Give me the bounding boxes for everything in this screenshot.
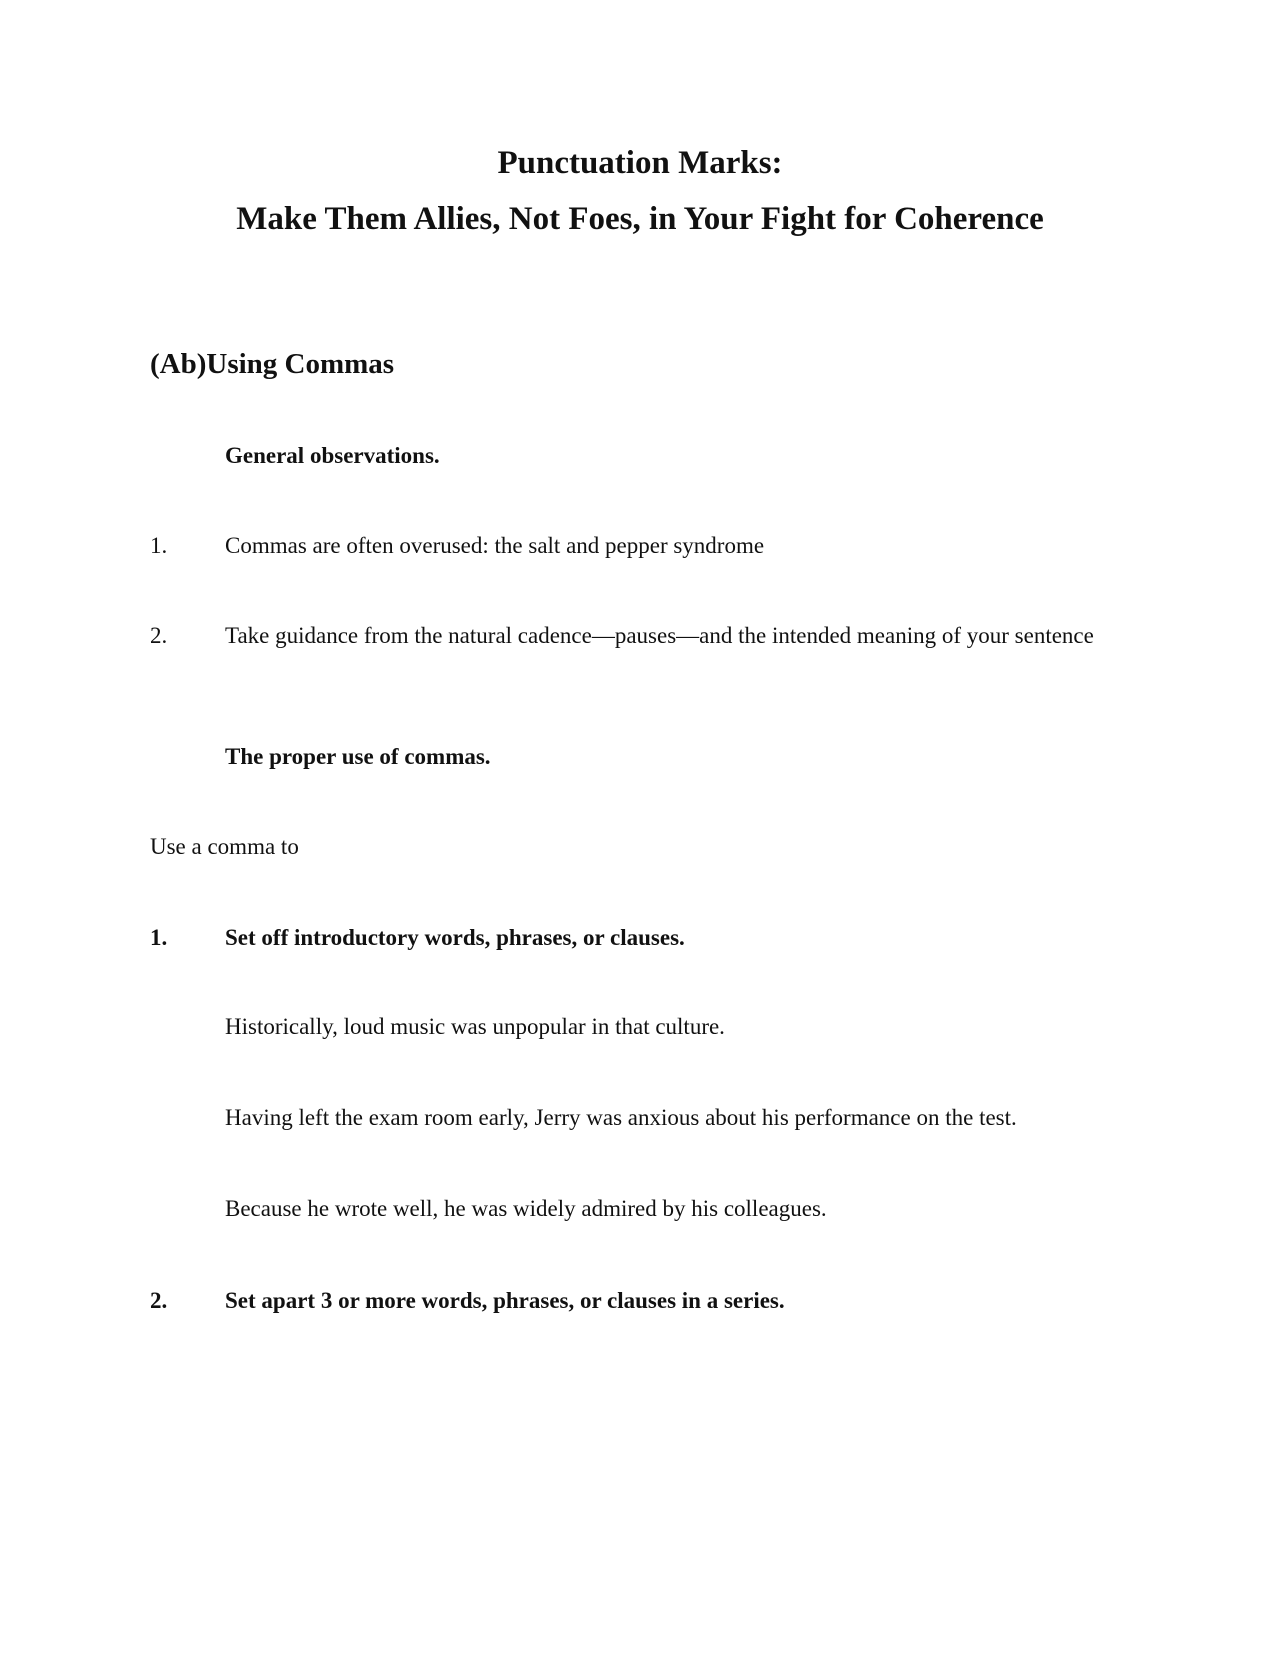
- rule-text: Set apart 3 or more words, phrases, or clauses in a series.: [225, 1288, 785, 1313]
- rule-text: Set off introductory words, phrases, or clauses.: [225, 925, 685, 950]
- list-number: 2.: [150, 623, 168, 648]
- list-text: Take guidance from the natural cadence—pauses—and the intended meaning of your sentence: [225, 623, 1094, 648]
- rule-number: 1.: [150, 925, 168, 950]
- section-heading: (Ab)Using Commas: [150, 348, 395, 380]
- intro-text: Use a comma to: [150, 834, 299, 859]
- proper-use-heading: The proper use of commas.: [225, 744, 491, 769]
- general-item: [150, 530, 1110, 561]
- title-line-1: Punctuation Marks:: [497, 145, 783, 181]
- rule-item: [150, 1285, 1110, 1316]
- example-sentence: Having left the exam room early, Jerry was anxious about his performance on the test.: [225, 1105, 1017, 1130]
- example-sentence: Because he wrote well, he was widely admired by his colleagues.: [225, 1196, 827, 1221]
- general-item: [150, 620, 1110, 651]
- example-sentence: Historically, loud music was unpopular in that culture.: [225, 1014, 725, 1039]
- list-number: 1.: [150, 533, 168, 558]
- rule-number: 2.: [150, 1288, 168, 1313]
- general-observations-heading: General observations.: [225, 443, 440, 468]
- list-text: Commas are often overused: the salt and pepper syndrome: [225, 533, 765, 558]
- rule-item: [150, 922, 1110, 953]
- title-line-2: Make Them Allies, Not Foes, in Your Fight for Coherence: [236, 201, 1044, 237]
